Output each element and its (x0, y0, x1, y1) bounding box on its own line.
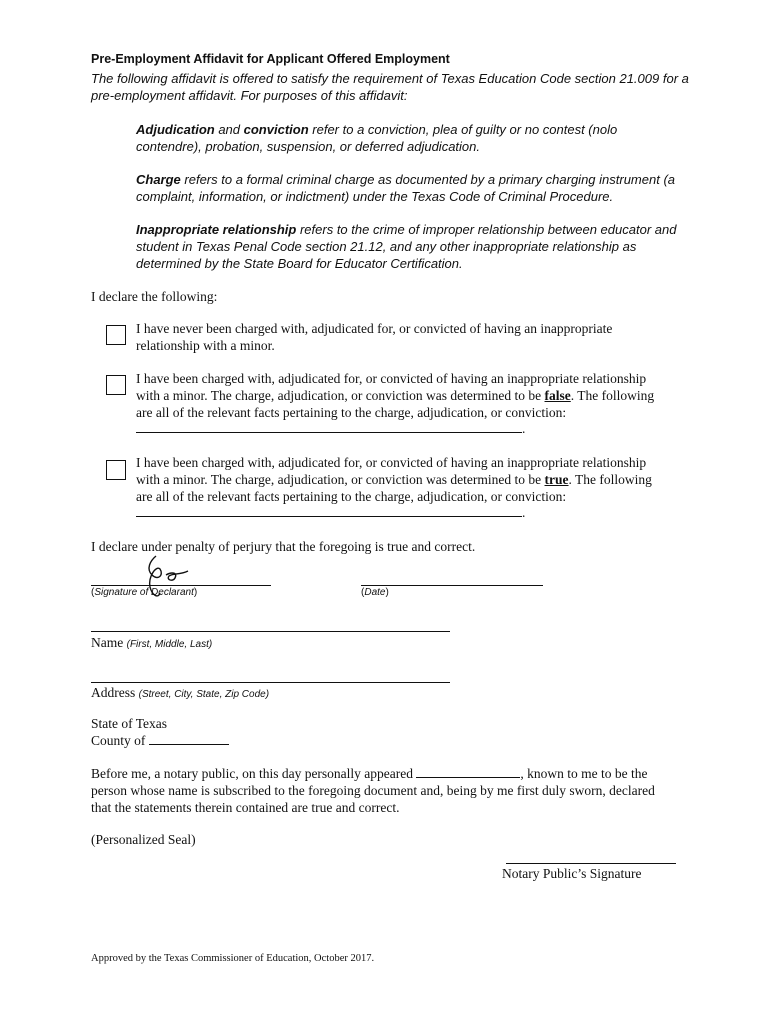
term-inappropriate-relationship: Inappropriate relationship (136, 222, 297, 237)
county-label: County of (91, 733, 146, 748)
notary-paragraph (91, 765, 671, 816)
notary-signature-line[interactable] (506, 863, 676, 864)
footer-approval: Approved by the Texas Commissioner of Education, October 2017. (91, 953, 375, 964)
declare-intro: I declare the following: (91, 289, 218, 304)
seal-label: (Personalized Seal) (91, 832, 196, 847)
checkbox-charged-true[interactable] (106, 460, 126, 480)
address-label: Address (91, 685, 136, 700)
option-end: . (522, 421, 526, 437)
definition-text: refers to a formal criminal charge as documented by a primary charging instrument (a complaint, information, or indictment) under the Texas Code of Criminal Procedure. (136, 172, 676, 204)
intro-paragraph: The following affidavit is offered to satisfy the requirement of Texas Education Code section 21.009 for a pre-employment affidavit. For purposes of this affidavit: (91, 71, 689, 103)
document-title: Pre-Employment Affidavit for Applicant Offered Employment (91, 52, 450, 66)
date-line[interactable] (361, 585, 543, 586)
notary-text: Before me, a notary public, on this day personally appeared (91, 766, 417, 781)
term-charge: Charge (136, 172, 181, 187)
county-blank[interactable] (149, 733, 229, 745)
term-conviction: conviction (243, 122, 309, 137)
state-line: State of Texas (91, 716, 168, 731)
signature-line[interactable] (91, 585, 271, 586)
option-text: . The following are all of the relevant facts pertaining to the charge, adjudication, or conviction: (136, 387, 655, 420)
name-caption (91, 634, 212, 653)
signature-caption: (Signature of Declarant) (91, 587, 198, 598)
option-text: I have been charged with, adjudicated for, or convicted of having an inappropriate relationship with a minor. The charge, adjudication, or conviction was determined to be (136, 455, 647, 487)
appeared-name-blank[interactable] (416, 766, 520, 778)
definition-text: refers to the crime of improper relationship between educator and student in Texas Penal Code section 21.12, and any other inappropriate relationship as determined by the State Board for Educator Certification. (136, 222, 677, 271)
emphasis-false: false (544, 387, 571, 403)
date-label: Date (364, 587, 386, 598)
definition-adjudication (136, 121, 681, 155)
term-adjudication: Adjudication (136, 122, 215, 137)
signature-label: Signature of Declarant (94, 587, 194, 598)
facts-blank-true[interactable] (136, 505, 522, 517)
date-caption: (Date) (361, 587, 389, 598)
definition-text: refer to a conviction, plea of guilty or no contest (nolo contendre), probation, suspension, or deferred adjudication. (136, 122, 618, 154)
address-hint: (Street, City, State, Zip Code) (138, 689, 270, 700)
emphasis-true: true (544, 471, 569, 487)
name-line[interactable] (91, 631, 450, 632)
checkbox-never-charged[interactable] (106, 325, 126, 345)
county-line (91, 732, 229, 749)
facts-blank-false[interactable] (136, 421, 522, 433)
definition-charge (136, 171, 681, 205)
option-text: . The following are all of the relevant facts pertaining to the charge, adjudication, or conviction: (136, 471, 652, 504)
perjury-statement: I declare under penalty of perjury that the foregoing is true and correct. (91, 539, 476, 554)
definition-inappropriate-relationship (136, 221, 681, 272)
name-label: Name (91, 635, 124, 650)
option-charged-false (136, 371, 666, 438)
address-caption (91, 684, 269, 703)
name-hint: (First, Middle, Last) (126, 639, 213, 650)
option-end: . (522, 505, 526, 521)
option-never-charged: I have never been charged with, adjudicated for, or convicted of having an inappropriate relationship with a minor. (136, 321, 613, 353)
notary-text: , known to me to be the person whose name is subscribed to the foregoing document and, being by me first duly sworn, declared that the statements therein contained are true and correct. (91, 766, 655, 815)
option-charged-true (136, 455, 666, 522)
address-line[interactable] (91, 682, 450, 683)
notary-signature-label: Notary Public’s Signature (502, 866, 642, 881)
term-connector: and (214, 122, 244, 137)
checkbox-charged-false[interactable] (106, 375, 126, 395)
option-text: I have been charged with, adjudicated for, or convicted of having an inappropriate relationship with a minor. The charge, adjudication, or conviction was determined to be (136, 371, 647, 403)
